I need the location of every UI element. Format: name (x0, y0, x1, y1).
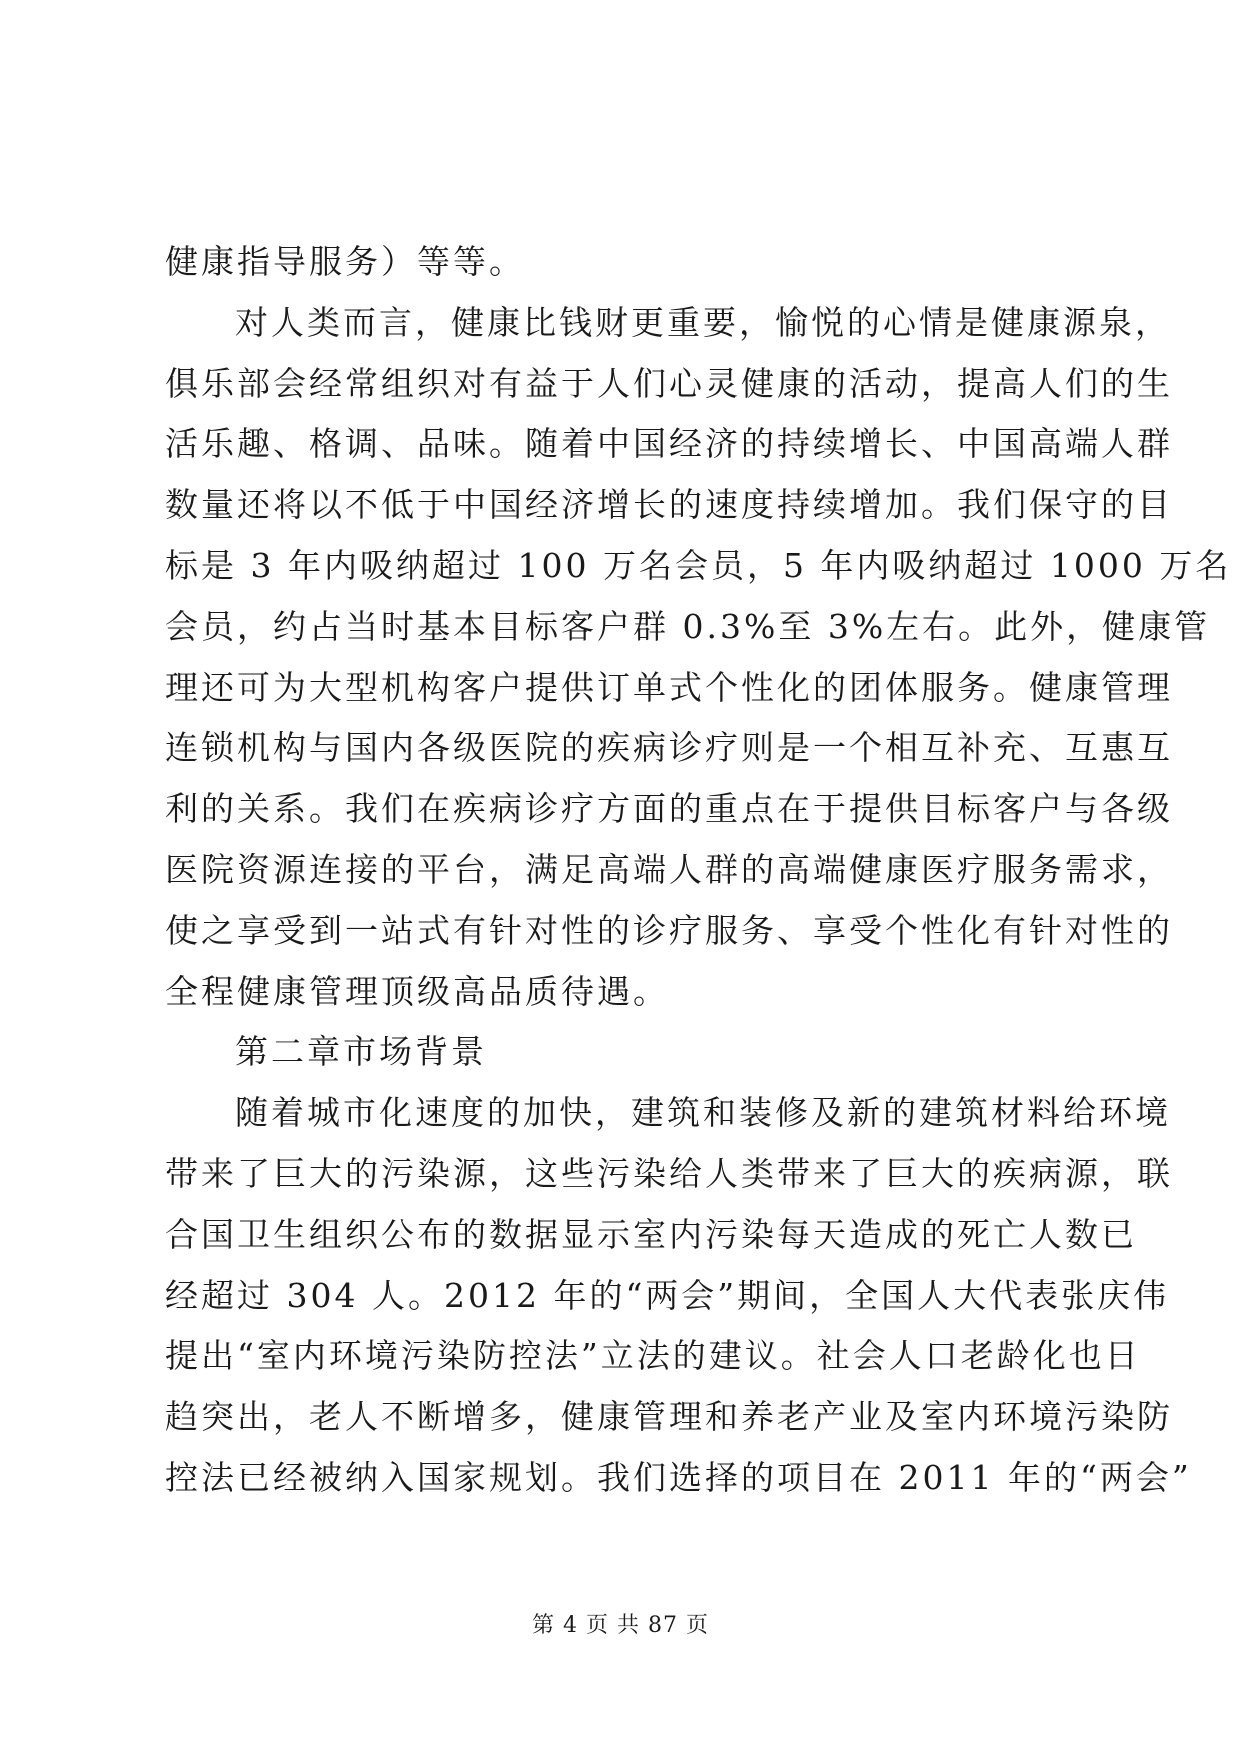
text-line: 活乐趣、格调、品味。随着中国经济的持续增长、中国高端人群 (165, 424, 1173, 464)
page-footer: 第 4 页 共 87 页 (532, 1613, 709, 1638)
text-line: 第二章市场背景 (235, 1032, 487, 1072)
paragraph-continuation (165, 232, 1077, 293)
text-line: 健康指导服务）等等。 (165, 242, 525, 281)
text-line: 标是 3 年内吸纳超过 100 万名会员，5 年内吸纳超过 1000 万名 (165, 545, 1232, 585)
text-line: 连锁机构与国内各级医院的疾病诊疗则是一个相互补充、互惠互 (165, 728, 1173, 768)
paragraph-health-club (165, 293, 1232, 1023)
text-line: 经超过 304 人。2012 年的“两会”期间，全国人大代表张庆伟 (165, 1275, 1170, 1315)
text-line: 合国卫生组织公布的数据显示室内污染每天造成的死亡人数已 (165, 1214, 1137, 1254)
text-line: 理还可为大型机构客户提供订单式个性化的团体服务。健康管理 (165, 667, 1173, 707)
text-line: 使之享受到一站式有针对性的诊疗服务、享受个性化有针对性的 (165, 910, 1173, 950)
text-line: 随着城市化速度的加快，建筑和装修及新的建筑材料给环境 (235, 1093, 1171, 1133)
text-line: 提出“室内环境污染防控法”立法的建议。社会人口老龄化也日 (165, 1336, 1141, 1376)
text-line: 医院资源连接的平台，满足高端人群的高端健康医疗服务需求， (165, 849, 1173, 889)
text-line: 利的关系。我们在疾病诊疗方面的重点在于提供目标客户与各级 (165, 789, 1173, 829)
text-line: 数量还将以不低于中国经济增长的速度持续增加。我们保守的目 (165, 485, 1173, 525)
paragraph-market-background (165, 1083, 1192, 1509)
text-line: 控法已经被纳入国家规划。我们选择的项目在 2011 年的“两会” (165, 1457, 1192, 1497)
text-line: 趋突出，老人不断增多，健康管理和养老产业及室内环境污染防 (165, 1397, 1173, 1437)
document-body (165, 232, 1232, 1509)
text-line: 俱乐部会经常组织对有益于人们心灵健康的活动，提高人们的生 (165, 363, 1173, 403)
chapter-heading (165, 1022, 1077, 1083)
text-line: 对人类而言，健康比钱财更重要，愉悦的心情是健康源泉， (235, 302, 1171, 342)
text-line: 会员，约占当时基本目标客户群 0.3%至 3%左右。此外，健康管 (165, 606, 1211, 646)
text-line: 全程健康管理顶级高品质待遇。 (165, 971, 669, 1011)
text-line: 带来了巨大的污染源，这些污染给人类带来了巨大的疾病源，联 (165, 1153, 1173, 1193)
